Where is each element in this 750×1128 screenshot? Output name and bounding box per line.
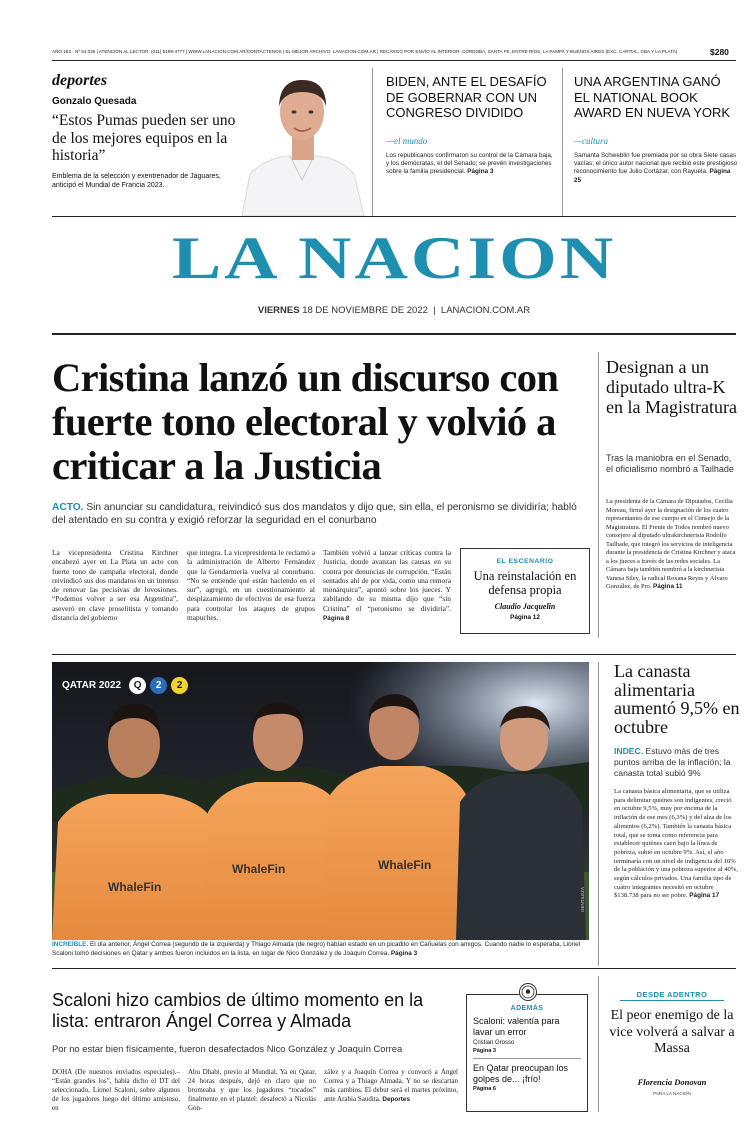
teaser-sports-author: Gonzalo Quesada <box>52 96 137 107</box>
magistratura-page[interactable]: Página 11 <box>653 583 683 590</box>
canasta-headline[interactable]: La canasta alimentaria aumentó 9,5% en octubre <box>614 661 740 737</box>
lead-headline[interactable]: Cristina lanzó un discurso con fuerte tono electoral y volvió a criticar a la Justicia <box>52 355 559 488</box>
teaser-book-text: Samanta Schweblin fue premiada por su obra Siete casas vacías; el único autor nacional que recibió este prestigioso reconocimiento fue Julio Cortázar, con Rayuela. Página 25 <box>574 152 738 184</box>
lead-photo[interactable] <box>52 662 589 940</box>
lead-deck: ACTO. Sin anunciar su candidatura, reivindicó sus dos mandatos y dijo que, sin ella, el peronismo se dividiría; habló del atentado en su contra y exigió reforzar la seguridad en el conurbano <box>52 502 577 526</box>
photo-shirt-text-1: WhaleFin <box>108 880 162 894</box>
scaloni-headline[interactable]: Scaloni hizo cambios de último momento en la lista: entraron Ángel Correa y Almada <box>52 990 424 1031</box>
price: $280 <box>710 47 729 57</box>
teaser-biden-page[interactable]: Página 3 <box>467 168 494 176</box>
photo-shirt-text-3: WhaleFin <box>378 858 432 872</box>
lead-col2: que integra. La vicepresidenta le reclamó a la administración de Alberto Fernández que la Gendarmería vuelva al conurbano. “No se entiende qué están haciendo en el sur”, agregó, en un cuestionamiento al desplazamiento de efectivos de esa fuerza para controlar los ataques de grupos mapuches. <box>187 548 315 623</box>
top-info-bar: AÑO 153 · Nº 54.036 | ATENCIÓN AL LECTOR: (011) 5199-4777 | WWW.LANACION.COM.AR/CONTACTENOS | EL MEJOR ARCHIVO: LANACION.COM.AR | RECARGO POR ENVÍO AL INTERIOR: CÓRDOBA, SANTA FE, ENTRE RÍOS, LA PAMPA Y BUENOS AIRES (EXC. CAPITAL, GBA Y LA PLATA) <box>52 49 678 54</box>
scaloni-col3: zález y a Joaquín Correa y convocó a Ángel Correa y a Thiago Almada. Y no se descartan más cambios. El debut será el martes próximo, ante Arabia Saudita. Deportes <box>324 1068 458 1103</box>
ademas-box <box>466 994 588 1112</box>
masthead-dateline: VIERNES 18 DE NOVIEMBRE DE 2022 | LANACION.COM.AR <box>257 305 531 316</box>
qatar-badge-digit-3: 2 <box>171 677 188 694</box>
portrait-quesada <box>236 70 368 216</box>
canasta-text: La canasta básica alimentaria, que se utiliza para delimitar quiénes son indigentes, creció en octubre 9,5%, muy por encima de la inflación de ese mes (6,3%) y del alza de los alimentos (6,2%). También la canasta básica total, que se toma como referencia para establecer quiénes caen bajo la línea de pobreza, subió en octubre 9%. Así, el año terminaría con un nivel de indigencia del 10% de la población y una pobreza superior al 40%, según cálculos privados. Una familia tipo de cuatro integrantes necesitó en octubre $138.738 para no ser pobre. Página 17 <box>614 788 738 900</box>
photo-caption-page[interactable]: Página 3 <box>390 949 418 957</box>
teaser-book-headline[interactable]: UNA ARGENTINA GANÓ EL NATIONAL BOOK AWARD EN NUEVA YORK <box>574 74 731 120</box>
masthead-site[interactable]: LANACION.COM.AR <box>440 305 531 316</box>
photo-caption: INCREÍBLE. El día anterior, Ángel Correa (segundo de la izquierda) y Thiago Almada (de negro) habían estado en un picadito en Cañuelas con amigos. Cuando nadie lo esperaba, Lionel Scaloni tomó decisiones en Qatar y ambos fueron incluidos en la lista, en lugar de Nico González y de Joaquín Correa. Página 3 <box>52 941 581 957</box>
teaser-biden-section[interactable]: —el mundo <box>386 136 428 146</box>
escenario-title: Una reinstalación en defensa propia <box>473 569 577 597</box>
ademas-item1-title[interactable]: Scaloni: valentía para lavar un error <box>473 1016 560 1037</box>
ademas-label: ADEMÁS <box>510 1005 544 1012</box>
magistratura-text: La presidenta de la Cámara de Diputados, Cecilia Moreau, firmó ayer la designación de los cuatro representantes de ese cuerpo en el Consejo de la Magistratura. El Frente de Todos nombró nuevo consejero al diputado ultrakirchnerista Rodolfo Tailhade, que integró los servicios de inteligencia durante la presidencia de Cristina Kirchner y ataca a los jueces a través de las redes sociales. La Cámara baja también nombró a la kirchnerista Vanesa Siley, la radical Roxana Reyes y Álvaro González, de Pro. Página 11 <box>606 498 736 590</box>
lead-page[interactable]: Página 8 <box>323 615 350 623</box>
teaser-sports-caption: Emblema de la selección y exentrenador de Jaguares, anticipó el Mundial de Francia 2023. <box>52 173 221 189</box>
teaser-sports-quote[interactable]: “Estos Pumas pueden ser uno de los mejores equipos en la historia” <box>52 112 236 164</box>
qatar-badge-label: QATAR 2022 <box>62 679 122 691</box>
teaser-biden-headline[interactable]: BIDEN, ANTE EL DESAFÍO DE GOBERNAR CON UN CONGRESO DIVIDIDO <box>386 74 547 120</box>
scaloni-deck: Por no estar bien físicamente, fueron desafectados Nico González y Joaquín Correa <box>52 1043 403 1054</box>
teaser-book-section[interactable]: —cultura <box>574 136 609 146</box>
canasta-page[interactable]: Página 17 <box>689 892 720 900</box>
scaloni-col1: DOHA (De nuestros enviados especiales).– “Están grandes los”, había dicho el DT del seleccionado, Lionel Scaloni, sobre algunos de los jugadores luego del último amistoso, en <box>52 1068 180 1112</box>
escenario-label: EL ESCENARIO <box>496 558 554 565</box>
lead-col3: También volvió a lanzar críticas contra la Justicia, donde avanzan las causas en su contra por denuncias de corrupción. “Están sentados ahí de por vida, como una remora monárquica”, apuntó sobre los jueces. Y zabilando de su misma dijo que “sin Cristina” el “peronismo se dividiría”. Página 8 <box>323 548 451 623</box>
desde-adentro-page: PARA LA NACION <box>653 1091 691 1096</box>
football-icon <box>519 983 537 1001</box>
canasta-deck: INDEC. Estuvo más de tres puntos arriba de la inflación; la canasta total subió 9% <box>614 746 731 778</box>
lead-col1: La vicepresidenta Cristina Kirchner encabezó ayer en La Plata un acto con fuerte tono de campaña electoral, donde reivindicó sus dos mandatos en un intenso de renovar las pecisivas de lovosiones. “Podemos volver a ser esa Argentina”, aseveró en clave proselitista y tomando distancia del gobierno <box>52 548 178 623</box>
escenario-author: Claudio Jacquelin <box>494 602 556 611</box>
teaser-biden-text: Los republicanos confirmaron su control de la Cámara baja, y los demócratas, el del Senado; se prevén investigaciones sobre la familia presidencial. Página 3 <box>386 152 553 176</box>
ademas-item1-page[interactable]: Página 3 <box>473 1048 497 1055</box>
scaloni-page[interactable]: Deportes <box>382 1095 411 1103</box>
scaloni-col2: Abu Dhabi, previo al Mundial. Ya en Qatar, 24 horas después, dejó en claro que no bromeaba y que los jugadores “tocados” finalmente en el plantel: desafectó a Nicolás Gon- <box>188 1068 316 1112</box>
magistratura-headline[interactable]: Designan a un diputado ultra-K en la Magistratura <box>606 357 737 417</box>
desde-adentro-author: Florencia Donovan <box>637 1077 707 1087</box>
photo-shirt-text-2: WhaleFin <box>232 862 286 876</box>
qatar-badge <box>62 674 188 696</box>
ademas-item2-page[interactable]: Página 6 <box>473 1086 497 1093</box>
qatar-badge-digit-2: 2 <box>150 677 167 694</box>
teaser-book-page[interactable]: Página 25 <box>574 168 731 184</box>
teaser-sports-section[interactable]: deportes <box>52 72 108 89</box>
desde-adentro-title[interactable]: El peor enemigo de la vice volverá a salvar a Massa <box>609 1008 735 1056</box>
magistratura-deck: Tras la maniobra en el Senado, el oficialismo nombró a Tailhade <box>606 453 734 474</box>
ademas-item1-author: Cristian Grosso <box>473 1040 515 1047</box>
escenario-page: Página 12 <box>510 614 540 621</box>
qatar-badge-digit-1: Q <box>129 677 146 694</box>
escenario-box[interactable] <box>460 548 590 634</box>
desde-adentro-label: DESDE ADENTRO <box>636 990 708 999</box>
photo-credit: GENTILEZA <box>580 886 585 912</box>
ademas-item2-title[interactable]: En Qatar preocupan los golpes de... ¡frío! <box>473 1063 569 1084</box>
masthead-logo[interactable]: LA NACION <box>171 224 617 292</box>
